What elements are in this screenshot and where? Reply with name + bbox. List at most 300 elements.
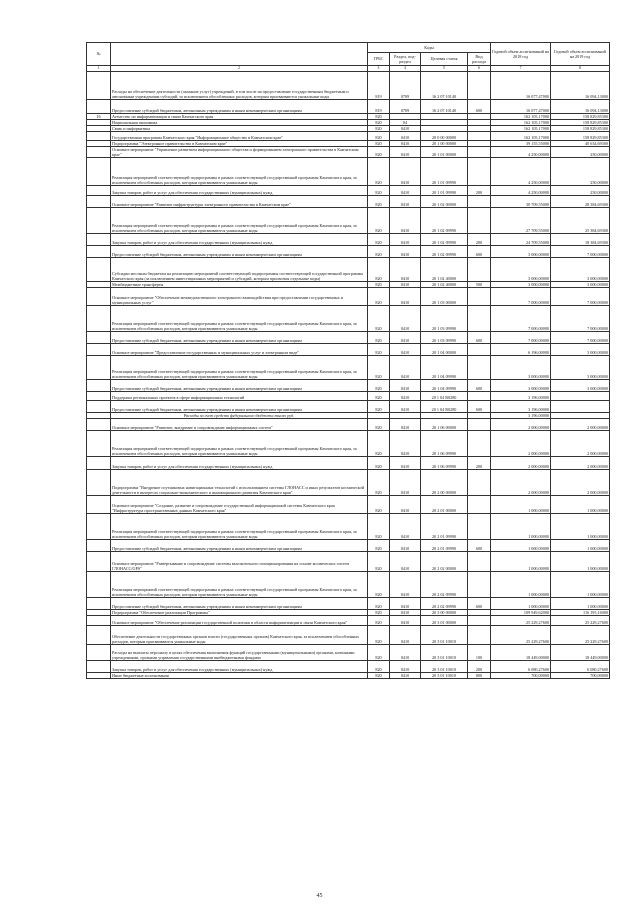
row-name: Расходы за счет средств федерального бюджета тысяч руб. (111, 413, 368, 419)
row-section: 0709 (390, 72, 421, 100)
row-name: Основное мероприятие "Развитие инфраструктуры электронного правительства в Камчатском крае" (111, 196, 368, 208)
row-name: Реализация мероприятий соответствующей подпрограммы в рамках соответствующей государственной программы Камчатского края, за исключением обособленных расходов, которым присваиваются уникальные коды (111, 158, 368, 186)
row-number (87, 514, 111, 540)
header-vid: Вид расхода (468, 53, 491, 66)
table-row (87, 419, 610, 431)
row-sum-2018: 25 229,27600 (491, 626, 551, 645)
row-sum-2018: 4 250,00000 (491, 186, 551, 196)
row-vid (468, 431, 491, 457)
row-vid (468, 306, 491, 332)
row-article: 20 2 01 09990 (421, 540, 468, 552)
row-sum-2018: 2 000,00000 (491, 419, 551, 431)
row-grbs: 820 (368, 552, 390, 572)
row-sum-2019: 2 000,00000 (551, 470, 610, 496)
row-section: 0410 (390, 661, 421, 673)
row-article: 20 1 04 00000 (421, 344, 468, 356)
row-section: 0410 (390, 344, 421, 356)
row-name: Реализация мероприятий соответствующей подпрограммы в рамках соответствующей государственной программы Камчатского края, за исключением обособленных расходов, которым присваиваются уникальные коды (111, 572, 368, 598)
row-grbs: 820 (368, 392, 390, 401)
row-vid (468, 147, 491, 158)
row-sum-2018: 2 000,00000 (491, 457, 551, 470)
header-codes-group: Коды (368, 43, 491, 53)
row-vid: 200 (468, 186, 491, 196)
row-vid (468, 208, 491, 234)
row-vid (468, 392, 491, 401)
row-sum-2019: 3 000,00000 (551, 258, 610, 282)
row-vid (468, 470, 491, 496)
row-name: Агентство по информатизации и связи Камчатского края (111, 114, 368, 120)
row-article: 20 1 02 09990 (421, 208, 468, 234)
row-vid (468, 552, 491, 572)
row-vid (468, 626, 491, 645)
row-grbs: 820 (368, 616, 390, 626)
row-section: 0410 (390, 419, 421, 431)
table-row (87, 457, 610, 470)
row-article: 20 1 04 09990 (421, 380, 468, 392)
row-grbs: 820 (368, 540, 390, 552)
row-name: Предоставление субсидий бюджетным, автономным учреждениям и иным некоммерческим организациям (111, 380, 368, 392)
row-article: 20 2 02 09990 (421, 598, 468, 610)
row-grbs: 820 (368, 120, 390, 126)
table-row (87, 392, 610, 401)
row-vid: 600 (468, 540, 491, 552)
row-sum-2019: 1 000,00000 (551, 572, 610, 598)
row-article: 20 1 04 R0280 (421, 401, 468, 413)
row-number (87, 616, 111, 626)
row-sum-2019: 1 000,00000 (551, 540, 610, 552)
row-grbs: 820 (368, 114, 390, 120)
row-vid: 500 (468, 282, 491, 288)
row-grbs: 820 (368, 419, 390, 431)
header-grbs: ГРБС (368, 53, 390, 66)
row-sum-2018: 2 000,00000 (491, 431, 551, 457)
row-section: 0410 (390, 552, 421, 572)
row-number (87, 208, 111, 234)
row-name: Подпрограмма "Внедрение спутниковых навигационных технологий с использованием системы ГЛОНАСС и иных результатов космической деятельности в интересах социально-экономического и инновационного развития Камчатского края" (111, 470, 368, 496)
row-name: Закупка товаров, работ и услуг для обеспечения государственных (муниципальных) нужд (111, 234, 368, 246)
row-sum-2018: 3 196,00000 (491, 401, 551, 413)
row-number (87, 496, 111, 514)
row-article: 20 1 04 09990 (421, 356, 468, 380)
row-sum-2019: 16 094,13000 (551, 100, 610, 114)
row-article: 20 3 01 10010 (421, 661, 468, 673)
row-article: 20 3 01 00000 (421, 616, 468, 626)
row-vid (468, 496, 491, 514)
row-section: 0410 (390, 380, 421, 392)
table-row (87, 380, 610, 392)
row-sum-2018: 18 449,00000 (491, 645, 551, 661)
table-row (87, 496, 610, 514)
row-sum-2019: 116 195,16000 (551, 610, 610, 616)
row-sum-2018: 6 080,27600 (491, 661, 551, 673)
row-number (87, 540, 111, 552)
row-section: 0410 (390, 610, 421, 616)
row-name: Основное мероприятие "Развитие, внедрение и сопровождение информационных систем" (111, 419, 368, 431)
table-row (87, 100, 610, 114)
row-sum-2019: 7 000,00000 (551, 306, 610, 332)
row-vid (468, 288, 491, 306)
row-section: 0410 (390, 306, 421, 332)
table-row (87, 470, 610, 496)
row-grbs: 820 (368, 186, 390, 196)
table-row (87, 208, 610, 234)
column-number: 5 (421, 66, 468, 72)
table-row (87, 288, 610, 306)
page-number: 45 (316, 893, 323, 899)
row-article: 20 1 02 40000 (421, 282, 468, 288)
row-number (87, 332, 111, 344)
row-name: Закупка товаров, работ и услуг для обеспечения государственных (муниципальных) нужд (111, 457, 368, 470)
row-vid (468, 356, 491, 380)
row-vid (468, 132, 491, 141)
table-row (87, 196, 610, 208)
column-number: 1 (87, 66, 111, 72)
row-grbs: 820 (368, 610, 390, 616)
row-article: 16 2 07 10140 (421, 100, 468, 114)
row-number: 16 (87, 114, 111, 120)
row-article: 20 1 03 00000 (421, 288, 468, 306)
row-grbs: 820 (368, 457, 390, 470)
row-sum-2019: 25 229,27600 (551, 616, 610, 626)
row-name: Реализация мероприятий соответствующей подпрограммы в рамках соответствующей государственной программы Камчатского края, за исключением обособленных расходов, которым присваиваются уникальные коды (111, 514, 368, 540)
row-name: Предоставление субсидий бюджетным, автономным учреждениям и иным некоммерческим организациям (111, 598, 368, 610)
row-sum-2019: 158 829,85300 (551, 120, 610, 126)
row-number (87, 552, 111, 572)
row-grbs: 820 (368, 572, 390, 598)
row-sum-2019: 2 000,00000 (551, 419, 610, 431)
row-sum-2018: 30 709,55000 (491, 196, 551, 208)
row-grbs: 820 (368, 208, 390, 234)
row-section: 0410 (390, 126, 421, 132)
row-section: 0410 (390, 470, 421, 496)
row-number (87, 380, 111, 392)
column-number: 4 (390, 66, 421, 72)
table-row (87, 552, 610, 572)
row-section: 0410 (390, 332, 421, 344)
table-row (87, 356, 610, 380)
row-article: 20 1 03 09990 (421, 306, 468, 332)
row-sum-2018: 39 155,55000 (491, 141, 551, 147)
row-name: Подпрограмма "Обеспечение реализации Программы" (111, 610, 368, 616)
row-grbs: 820 (368, 344, 390, 356)
row-number (87, 419, 111, 431)
table-row (87, 332, 610, 344)
column-number: 2 (111, 66, 368, 72)
row-vid (468, 72, 491, 100)
row-sum-2018: 4 250,00000 (491, 147, 551, 158)
row-article: 20 1 01 09990 (421, 186, 468, 196)
table-row (87, 645, 610, 661)
row-vid: 200 (468, 234, 491, 246)
row-grbs: 820 (368, 234, 390, 246)
row-name: Основное мероприятие "Предоставление государственных и муниципальных услуг в электронном виде" (111, 344, 368, 356)
column-number: 6 (468, 66, 491, 72)
row-grbs: 820 (368, 645, 390, 661)
row-sum-2018: 1 000,00000 (491, 572, 551, 598)
row-sum-2019: 250,00000 (551, 147, 610, 158)
row-vid: 800 (468, 673, 491, 679)
row-number (87, 673, 111, 679)
row-name: Основное мероприятие "Создание, развитие и сопровождение государственной информационной системы Камчатского края "Инфраструктура пространственных данных Камчатского края" (111, 496, 368, 514)
row-vid (468, 419, 491, 431)
row-grbs: 820 (368, 598, 390, 610)
row-sum-2018: 25 229,27600 (491, 616, 551, 626)
row-sum-2018: 1 000,00000 (491, 496, 551, 514)
table-row (87, 246, 610, 258)
row-sum-2018: 3 000,00000 (491, 246, 551, 258)
row-section: 0410 (390, 147, 421, 158)
row-vid: 200 (468, 661, 491, 673)
row-vid (468, 158, 491, 186)
row-grbs: 820 (368, 626, 390, 645)
row-sum-2018: 1 000,00000 (491, 598, 551, 610)
row-sum-2018: 1 000,00000 (491, 552, 551, 572)
row-vid (468, 514, 491, 540)
row-name: Реализация мероприятий соответствующей подпрограммы в рамках соответствующей государственной программы Камчатского края, за исключением обособленных расходов, которым присваиваются уникальные коды (111, 356, 368, 380)
row-section: 0410 (390, 540, 421, 552)
row-sum-2018: 27 709,55000 (491, 208, 551, 234)
table-row (87, 514, 610, 540)
table-row (87, 598, 610, 610)
row-article: 20 1 02 40000 (421, 258, 468, 282)
row-sum-2019: 250,00000 (551, 186, 610, 196)
row-sum-2018: 3 000,00000 (491, 380, 551, 392)
row-grbs: 820 (368, 158, 390, 186)
row-name: Национальная экономика (111, 120, 368, 126)
row-vid (468, 616, 491, 626)
row-sum-2018: 3 196,00000 (491, 392, 551, 401)
row-grbs: 820 (368, 431, 390, 457)
row-section: 0410 (390, 496, 421, 514)
row-grbs: 820 (368, 470, 390, 496)
row-section: 04 (390, 120, 421, 126)
row-grbs: 820 (368, 288, 390, 306)
column-number: 7 (491, 66, 551, 72)
row-article: 20 3 01 10010 (421, 626, 468, 645)
row-name: Реализация мероприятий соответствующей подпрограммы в рамках соответствующей государственной программы Камчатского края, за исключением обособленных расходов, которым присваиваются уникальные коды (111, 208, 368, 234)
row-sum-2018: 7 000,00000 (491, 288, 551, 306)
row-grbs: 820 (368, 282, 390, 288)
row-section: 0410 (390, 258, 421, 282)
row-sum-2019: 2 000,00000 (551, 457, 610, 470)
row-number (87, 572, 111, 598)
row-grbs: 820 (368, 147, 390, 158)
row-section: 0410 (390, 598, 421, 610)
table-row (87, 306, 610, 332)
row-sum-2019 (551, 401, 610, 413)
table-row (87, 401, 610, 413)
row-grbs: 820 (368, 496, 390, 514)
row-section: 0410 (390, 158, 421, 186)
row-name: Расходы на выплаты персоналу в целях обеспечения выполнения функций государственными (муниципальными) органами, казенными учреждениями, органами управления государственными внебюджетными фондами (111, 645, 368, 661)
row-section: 0410 (390, 234, 421, 246)
table-row (87, 158, 610, 186)
row-article: 20 2 01 09990 (421, 514, 468, 540)
row-section: 0410 (390, 514, 421, 540)
row-name: Закупка товаров, работ и услуг для обеспечения государственных (муниципальных) нужд (111, 186, 368, 196)
row-sum-2018: 16 077,47000 (491, 72, 551, 100)
row-section: 0410 (390, 392, 421, 401)
row-grbs: 820 (368, 141, 390, 147)
table-row (87, 344, 610, 356)
row-sum-2019: 3 000,00000 (551, 344, 610, 356)
table-body (87, 66, 610, 679)
row-article: 20 1 03 09990 (421, 332, 468, 344)
row-number (87, 470, 111, 496)
row-section: 0410 (390, 572, 421, 598)
row-sum-2018: 1 000,00000 (491, 540, 551, 552)
row-sum-2018: 3 000,00000 (491, 356, 551, 380)
row-section: 0410 (390, 673, 421, 679)
row-number (87, 158, 111, 186)
row-sum-2019: 18 449,00000 (551, 645, 610, 661)
row-vid (468, 196, 491, 208)
table-row (87, 234, 610, 246)
row-number (87, 457, 111, 470)
row-sum-2019: 1 000,00000 (551, 514, 610, 540)
row-number (87, 626, 111, 645)
row-vid (468, 258, 491, 282)
row-number (87, 132, 111, 141)
row-sum-2018: 1 000,00000 (491, 514, 551, 540)
row-number (87, 392, 111, 401)
row-vid: 600 (468, 332, 491, 344)
row-name: Поддержка региональных проектов в сфере информационных технологий (111, 392, 368, 401)
row-number (87, 234, 111, 246)
row-vid: 600 (468, 401, 491, 413)
row-name: Подпрограмма "Электронное правительство в Камчатском крае" (111, 141, 368, 147)
row-number (87, 246, 111, 258)
table-row (87, 186, 610, 196)
row-number (87, 401, 111, 413)
row-sum-2019: 18 384,69300 (551, 234, 610, 246)
row-sum-2019: 40 634,69300 (551, 141, 610, 147)
table-row (87, 431, 610, 457)
row-sum-2019: 250,00000 (551, 158, 610, 186)
row-name: Предоставление субсидий бюджетным, автономным учреждениям и иным некоммерческим организациям (111, 332, 368, 344)
column-number: 8 (551, 66, 610, 72)
row-vid: 200 (468, 457, 491, 470)
header-sum-2018: Годовой объем ассигнований на 2018 год (491, 43, 551, 66)
row-section: 0410 (390, 282, 421, 288)
row-grbs: 820 (368, 306, 390, 332)
table-row (87, 616, 610, 626)
row-article: 20 2 00 00000 (421, 470, 468, 496)
row-sum-2019: 7 000,00000 (551, 332, 610, 344)
row-sum-2018: 3 000,00000 (491, 282, 551, 288)
row-sum-2019: 28 384,69300 (551, 196, 610, 208)
row-name: Предоставление субсидий бюджетным, автономным учреждениям и иным некоммерческим организациям (111, 540, 368, 552)
row-sum-2019: 1 000,00000 (551, 552, 610, 572)
row-grbs: 820 (368, 661, 390, 673)
row-name: Предоставление субсидий бюджетным, автономным учреждениям и иным некоммерческим организациям (111, 246, 368, 258)
row-section: 0410 (390, 626, 421, 645)
row-article: 20 1 04 R0280 (421, 392, 468, 401)
table-row (87, 572, 610, 598)
row-section: 0410 (390, 457, 421, 470)
row-article: 20 1 02 00000 (421, 196, 468, 208)
row-number (87, 344, 111, 356)
row-number (87, 72, 111, 100)
header-sum-2019: Годовой объем ассигнований на 2019 год (551, 43, 610, 66)
row-grbs: 819 (368, 72, 390, 100)
row-sum-2018: 7 000,00000 (491, 332, 551, 344)
row-name: Иные бюджетные ассигнования (111, 673, 368, 679)
row-article: 20 3 00 00000 (421, 610, 468, 616)
row-grbs: 820 (368, 126, 390, 132)
row-sum-2019: 158 829,85300 (551, 126, 610, 132)
row-sum-2019: 3 000,00000 (551, 356, 610, 380)
row-sum-2018: 16 077,47000 (491, 100, 551, 114)
row-article: 20 1 06 00000 (421, 419, 468, 431)
row-sum-2019: 6 080,27600 (551, 661, 610, 673)
row-article: 20 2 02 09990 (421, 572, 468, 598)
row-vid (468, 572, 491, 598)
row-name: Основное мероприятие "Обеспечение межведомственного электронного взаимодействия при предоставлении государственных и муниципальных услуг" (111, 288, 368, 306)
row-number (87, 661, 111, 673)
row-vid: 600 (468, 246, 491, 258)
row-sum-2018: 7 000,00000 (491, 306, 551, 332)
row-section: 0410 (390, 401, 421, 413)
row-vid: 600 (468, 598, 491, 610)
table-row (87, 626, 610, 645)
row-number (87, 186, 111, 196)
row-article: 20 1 02 09990 (421, 234, 468, 246)
table-row (87, 673, 610, 679)
budget-table (86, 42, 610, 679)
row-section: 0410 (390, 645, 421, 661)
row-sum-2019: 1 000,00000 (551, 496, 610, 514)
row-name: Государственная программа Камчатского края "Информационное общество в Камчатском крае" (111, 132, 368, 141)
row-section: 0410 (390, 186, 421, 196)
row-section: 0410 (390, 431, 421, 457)
row-number (87, 598, 111, 610)
row-name: Субсидии местным бюджетам на реализацию мероприятий соответствующей подпрограммы соответствующей государственной программы Камчатского края (за исключением инвестиционных мероприятий и субсидий, которым присвоены отдельные коды) (111, 258, 368, 282)
row-section: 0410 (390, 288, 421, 306)
row-sum-2018: 3 196,00000 (491, 413, 551, 419)
row-section: 0709 (390, 100, 421, 114)
row-sum-2019: 3 000,00000 (551, 380, 610, 392)
row-sum-2018: 700,00000 (491, 673, 551, 679)
row-name: Обеспечение деятельности государственных органов власти (государственных органов) Камчатского края, за исключением обособленных расходов, которым присваиваются уникальные коды (111, 626, 368, 645)
row-grbs: 820 (368, 356, 390, 380)
row-grbs: 820 (368, 332, 390, 344)
row-number (87, 288, 111, 306)
row-grbs: 820 (368, 196, 390, 208)
row-article: 20 1 01 09990 (421, 158, 468, 186)
row-grbs: 820 (368, 673, 390, 679)
row-sum-2018: 109 949,62000 (491, 610, 551, 616)
row-vid: 600 (468, 100, 491, 114)
row-name: Реализация мероприятий соответствующей подпрограммы в рамках соответствующей государственной программы Камчатского края, за исключением обособленных расходов, которым присваиваются уникальные коды (111, 431, 368, 457)
row-section: 0410 (390, 616, 421, 626)
row-article: 20 2 02 00000 (421, 552, 468, 572)
row-sum-2019: 700,00000 (551, 673, 610, 679)
row-article: 20 1 06 09990 (421, 457, 468, 470)
row-sum-2019: 16 094,13000 (551, 72, 610, 100)
row-number (87, 100, 111, 114)
table-row (87, 661, 610, 673)
row-vid (468, 344, 491, 356)
row-name: Основное мероприятие "Обеспечение реализации государственной политики в области информатизации и связи Камчатского края" (111, 616, 368, 626)
row-grbs: 820 (368, 514, 390, 540)
row-article: 20 3 01 10010 (421, 673, 468, 679)
row-article: 20 1 02 09990 (421, 246, 468, 258)
row-article: 20 1 06 09990 (421, 431, 468, 457)
row-section: 0410 (390, 132, 421, 141)
budget-sheet (86, 42, 609, 679)
row-sum-2019: 1 000,00000 (551, 598, 610, 610)
